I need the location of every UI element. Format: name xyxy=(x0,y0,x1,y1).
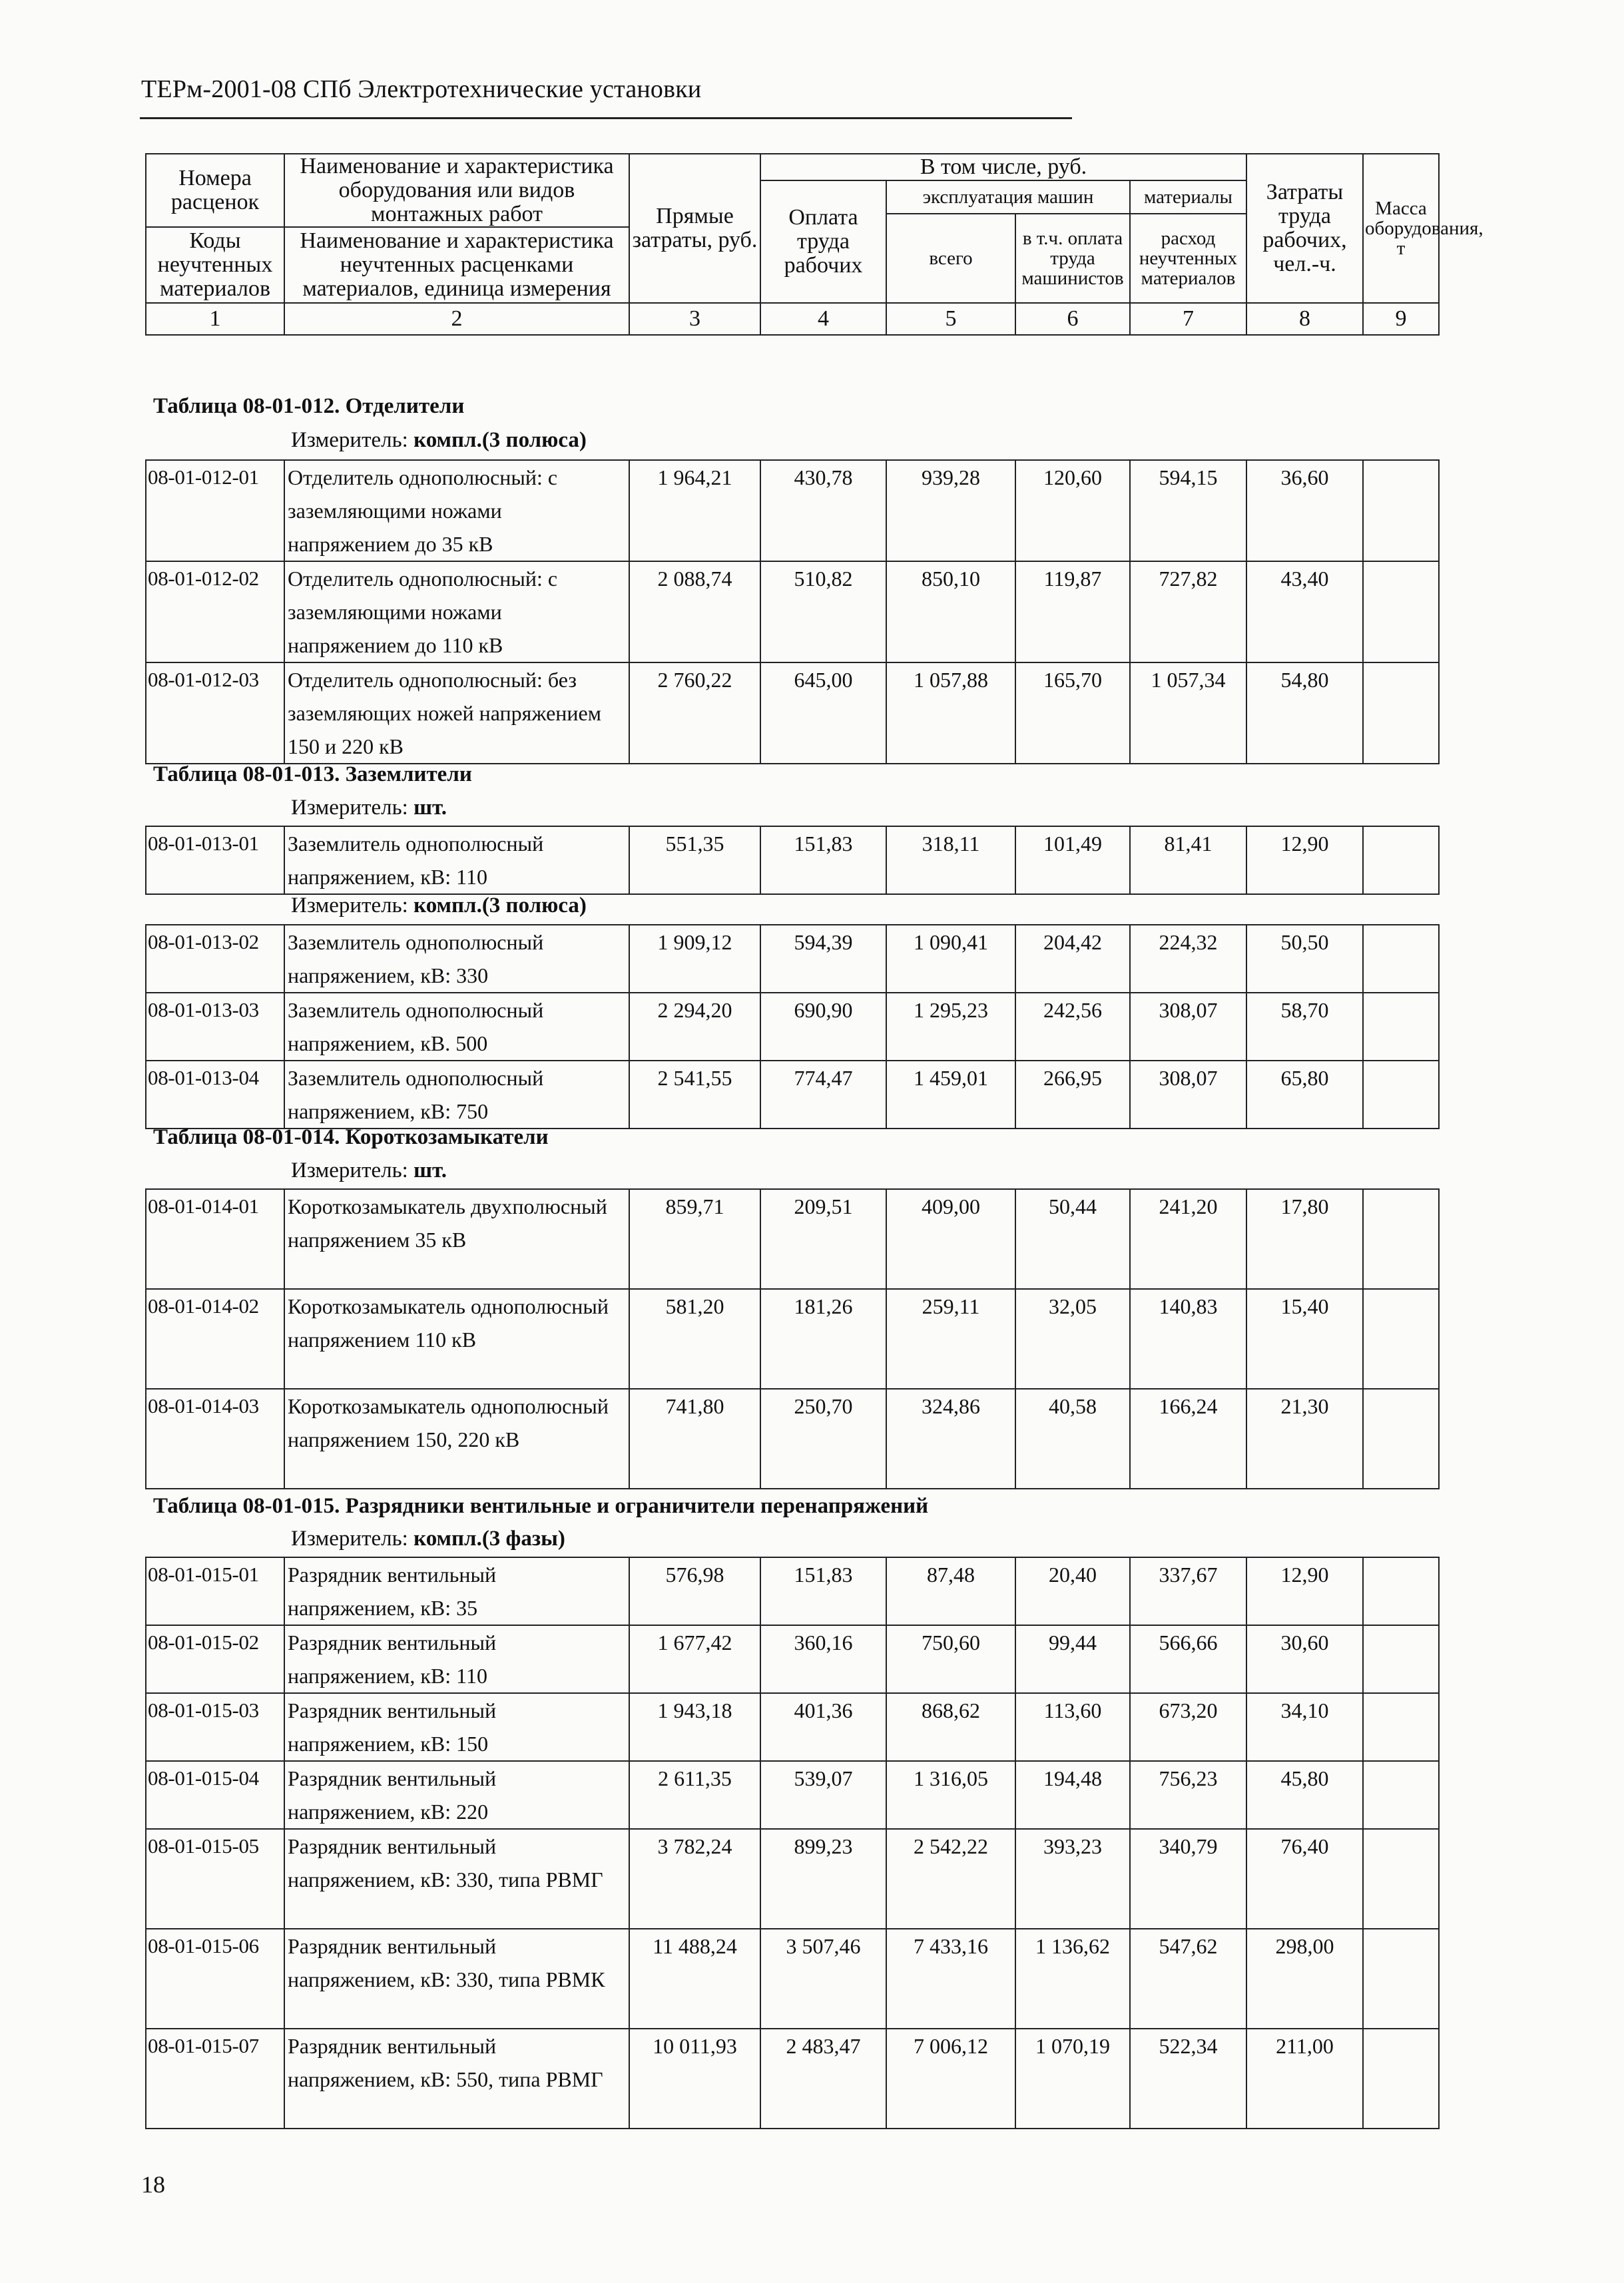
row-code: 08-01-013-02 xyxy=(146,925,284,993)
row-code: 08-01-014-02 xyxy=(146,1289,284,1389)
row-mass xyxy=(1363,2029,1439,2129)
column-header-table xyxy=(145,153,1484,336)
row-materials: 166,24 xyxy=(1130,1389,1246,1489)
row-name: Разрядник вентильный напряжением, кВ: 35 xyxy=(284,1557,629,1625)
table-row xyxy=(146,1389,1439,1489)
row-materials: 1 057,34 xyxy=(1130,662,1246,764)
row-labor-hours: 54,80 xyxy=(1246,662,1363,764)
row-labor-hours: 43,40 xyxy=(1246,561,1363,662)
row-name: Заземлитель однополюсный напряжением, кВ: 110 xyxy=(284,826,629,894)
row-labor-hours: 65,80 xyxy=(1246,1061,1363,1129)
row-mass xyxy=(1363,1693,1439,1761)
row-materials: 81,41 xyxy=(1130,826,1246,894)
row-name: Разрядник вентильный напряжением, кВ: 150 xyxy=(284,1693,629,1761)
row-machinist-pay: 119,87 xyxy=(1015,561,1130,662)
row-name: Разрядник вентильный напряжением, кВ: 550, типа РВМГ xyxy=(284,2029,629,2129)
row-mass xyxy=(1363,826,1439,894)
row-direct-cost: 3 782,24 xyxy=(629,1829,760,1929)
row-labor-hours: 298,00 xyxy=(1246,1929,1363,2029)
row-materials: 756,23 xyxy=(1130,1761,1246,1829)
row-name: Заземлитель однополюсный напряжением, кВ: 750 xyxy=(284,1061,629,1129)
row-mass xyxy=(1363,1625,1439,1693)
table-row xyxy=(146,1189,1439,1289)
col-number: 9 xyxy=(1363,303,1439,335)
row-machines-total: 318,11 xyxy=(886,826,1015,894)
row-machines-total: 1 090,41 xyxy=(886,925,1015,993)
row-materials: 308,07 xyxy=(1130,993,1246,1061)
section-title: Таблица 08-01-014. Короткозамыкатели xyxy=(153,1125,549,1149)
row-labor-hours: 211,00 xyxy=(1246,2029,1363,2129)
section-title: Таблица 08-01-012. Отделители xyxy=(153,394,465,418)
row-labor-hours: 21,30 xyxy=(1246,1389,1363,1489)
col-header-9: Масса оборудования, т xyxy=(1363,154,1439,303)
row-materials: 340,79 xyxy=(1130,1829,1246,1929)
row-machinist-pay: 40,58 xyxy=(1015,1389,1130,1489)
row-materials: 566,66 xyxy=(1130,1625,1246,1693)
row-machines-total: 7 433,16 xyxy=(886,1929,1015,2029)
price-table xyxy=(145,459,1440,764)
row-machines-total: 409,00 xyxy=(886,1189,1015,1289)
row-code: 08-01-012-03 xyxy=(146,662,284,764)
row-machines-total: 939,28 xyxy=(886,460,1015,561)
row-mass xyxy=(1363,1389,1439,1489)
col-header-3: Прямые затраты, руб. xyxy=(629,154,760,303)
row-mass xyxy=(1363,561,1439,662)
col-number: 6 xyxy=(1015,303,1130,335)
row-name: Разрядник вентильный напряжением, кВ: 330, типа РВМГ xyxy=(284,1829,629,1929)
col-header-materials: материалы xyxy=(1130,180,1246,214)
row-machinist-pay: 20,40 xyxy=(1015,1557,1130,1625)
section-title: Таблица 08-01-015. Разрядники вентильные и ограничители перенапряжений xyxy=(153,1494,929,1518)
section-title: Таблица 08-01-013. Заземлители xyxy=(153,762,472,786)
row-name: Заземлитель однополюсный напряжением, кВ. 500 xyxy=(284,993,629,1061)
row-machines-total: 1 295,23 xyxy=(886,993,1015,1061)
row-name: Короткозамыкатель двухполюсный напряжением 35 кВ xyxy=(284,1189,629,1289)
row-labor-hours: 30,60 xyxy=(1246,1625,1363,1693)
price-table xyxy=(145,1188,1440,1489)
row-code: 08-01-015-02 xyxy=(146,1625,284,1693)
price-table xyxy=(145,1557,1440,2129)
row-code: 08-01-013-01 xyxy=(146,826,284,894)
table-row xyxy=(146,2029,1439,2129)
row-direct-cost: 2 541,55 xyxy=(629,1061,760,1129)
row-mass xyxy=(1363,1829,1439,1929)
row-materials: 308,07 xyxy=(1130,1061,1246,1129)
header-divider xyxy=(140,117,1072,119)
col-header-machines: эксплуатация машин xyxy=(886,180,1130,214)
row-labor-pay: 360,16 xyxy=(760,1625,886,1693)
row-code: 08-01-015-05 xyxy=(146,1829,284,1929)
row-machines-total: 1 459,01 xyxy=(886,1061,1015,1129)
row-machines-total: 750,60 xyxy=(886,1625,1015,1693)
table-row xyxy=(146,1829,1439,1929)
row-labor-pay: 539,07 xyxy=(760,1761,886,1829)
row-mass xyxy=(1363,460,1439,561)
row-mass xyxy=(1363,662,1439,764)
row-machinist-pay: 1 070,19 xyxy=(1015,2029,1130,2129)
row-labor-pay: 690,90 xyxy=(760,993,886,1061)
row-machines-total: 259,11 xyxy=(886,1289,1015,1389)
table-row xyxy=(146,1061,1439,1129)
row-machinist-pay: 101,49 xyxy=(1015,826,1130,894)
row-direct-cost: 1 943,18 xyxy=(629,1693,760,1761)
row-direct-cost: 2 088,74 xyxy=(629,561,760,662)
table-row xyxy=(146,1289,1439,1389)
measure-unit: Измеритель: шт. xyxy=(291,796,447,820)
col-header-4: Оплата труда рабочих xyxy=(760,180,886,303)
row-machinist-pay: 194,48 xyxy=(1015,1761,1130,1829)
col-number: 7 xyxy=(1130,303,1246,335)
col-header-1-top: Номера расценок xyxy=(146,154,284,227)
page-number: 18 xyxy=(141,2171,165,2198)
row-direct-cost: 2 611,35 xyxy=(629,1761,760,1829)
row-name: Разрядник вентильный напряжением, кВ: 110 xyxy=(284,1625,629,1693)
row-name: Разрядник вентильный напряжением, кВ: 330, типа РВМК xyxy=(284,1929,629,2029)
row-materials: 241,20 xyxy=(1130,1189,1246,1289)
table-row xyxy=(146,826,1439,894)
col-header-5: всего xyxy=(886,214,1015,303)
row-mass xyxy=(1363,1289,1439,1389)
row-direct-cost: 581,20 xyxy=(629,1289,760,1389)
row-machines-total: 1 057,88 xyxy=(886,662,1015,764)
row-direct-cost: 859,71 xyxy=(629,1189,760,1289)
col-header-2-top: Наименование и характеристика оборудования или видов монтажных работ xyxy=(284,154,629,227)
row-code: 08-01-015-06 xyxy=(146,1929,284,2029)
table-row xyxy=(146,993,1439,1061)
row-materials: 547,62 xyxy=(1130,1929,1246,2029)
row-mass xyxy=(1363,1557,1439,1625)
row-direct-cost: 2 294,20 xyxy=(629,993,760,1061)
row-machines-total: 87,48 xyxy=(886,1557,1015,1625)
table-row xyxy=(146,1625,1439,1693)
row-code: 08-01-013-03 xyxy=(146,993,284,1061)
row-code: 08-01-012-02 xyxy=(146,561,284,662)
col-header-8: Затраты труда рабочих, чел.-ч. xyxy=(1246,154,1363,303)
row-machinist-pay: 120,60 xyxy=(1015,460,1130,561)
row-machinist-pay: 165,70 xyxy=(1015,662,1130,764)
row-machinist-pay: 1 136,62 xyxy=(1015,1929,1130,2029)
row-labor-hours: 58,70 xyxy=(1246,993,1363,1061)
row-labor-pay: 151,83 xyxy=(760,826,886,894)
row-labor-pay: 250,70 xyxy=(760,1389,886,1489)
row-code: 08-01-014-01 xyxy=(146,1189,284,1289)
row-materials: 522,34 xyxy=(1130,2029,1246,2129)
col-header-7: расход неучтенных материалов xyxy=(1130,214,1246,303)
row-name: Разрядник вентильный напряжением, кВ: 220 xyxy=(284,1761,629,1829)
row-materials: 594,15 xyxy=(1130,460,1246,561)
row-labor-pay: 151,83 xyxy=(760,1557,886,1625)
row-machinist-pay: 266,95 xyxy=(1015,1061,1130,1129)
row-mass xyxy=(1363,993,1439,1061)
row-machinist-pay: 393,23 xyxy=(1015,1829,1130,1929)
measure-unit: Измеритель: шт. xyxy=(291,1158,447,1182)
row-labor-pay: 510,82 xyxy=(760,561,886,662)
col-number: 1 xyxy=(146,303,284,335)
row-machinist-pay: 99,44 xyxy=(1015,1625,1130,1693)
col-number: 8 xyxy=(1246,303,1363,335)
row-mass xyxy=(1363,925,1439,993)
row-mass xyxy=(1363,1929,1439,2029)
row-mass xyxy=(1363,1061,1439,1129)
row-labor-hours: 76,40 xyxy=(1246,1829,1363,1929)
row-labor-hours: 45,80 xyxy=(1246,1761,1363,1829)
row-code: 08-01-014-03 xyxy=(146,1389,284,1489)
row-machines-total: 7 006,12 xyxy=(886,2029,1015,2129)
row-labor-hours: 50,50 xyxy=(1246,925,1363,993)
row-name: Короткозамыкатель однополюсный напряжением 110 кВ xyxy=(284,1289,629,1389)
row-labor-pay: 430,78 xyxy=(760,460,886,561)
row-machinist-pay: 32,05 xyxy=(1015,1289,1130,1389)
row-direct-cost: 1 909,12 xyxy=(629,925,760,993)
row-materials: 673,20 xyxy=(1130,1693,1246,1761)
col-header-group: В том числе, руб. xyxy=(760,154,1246,180)
row-name: Отделитель однополюсный: без заземляющих ножей напряжением 150 и 220 кВ xyxy=(284,662,629,764)
row-labor-hours: 15,40 xyxy=(1246,1289,1363,1389)
row-labor-pay: 774,47 xyxy=(760,1061,886,1129)
price-table xyxy=(145,826,1440,895)
table-row xyxy=(146,460,1439,561)
page-header-title: ТЕРм-2001-08 СПб Электротехнические установки xyxy=(141,75,702,103)
row-direct-cost: 551,35 xyxy=(629,826,760,894)
row-labor-hours: 34,10 xyxy=(1246,1693,1363,1761)
row-code: 08-01-015-04 xyxy=(146,1761,284,1829)
col-header-1-bottom: Коды неучтенных материалов xyxy=(146,227,284,303)
row-labor-pay: 3 507,46 xyxy=(760,1929,886,2029)
row-labor-pay: 899,23 xyxy=(760,1829,886,1929)
row-machines-total: 1 316,05 xyxy=(886,1761,1015,1829)
row-labor-pay: 645,00 xyxy=(760,662,886,764)
row-machines-total: 868,62 xyxy=(886,1693,1015,1761)
row-mass xyxy=(1363,1761,1439,1829)
col-number: 2 xyxy=(284,303,629,335)
row-direct-cost: 10 011,93 xyxy=(629,2029,760,2129)
row-machinist-pay: 113,60 xyxy=(1015,1693,1130,1761)
price-table xyxy=(145,924,1440,1129)
row-code: 08-01-015-03 xyxy=(146,1693,284,1761)
row-materials: 727,82 xyxy=(1130,561,1246,662)
row-name: Заземлитель однополюсный напряжением, кВ: 330 xyxy=(284,925,629,993)
col-number: 5 xyxy=(886,303,1015,335)
row-machinist-pay: 204,42 xyxy=(1015,925,1130,993)
row-machinist-pay: 242,56 xyxy=(1015,993,1130,1061)
row-mass xyxy=(1363,1189,1439,1289)
table-row xyxy=(146,1761,1439,1829)
row-materials: 140,83 xyxy=(1130,1289,1246,1389)
table-row xyxy=(146,1557,1439,1625)
row-code: 08-01-012-01 xyxy=(146,460,284,561)
row-labor-pay: 594,39 xyxy=(760,925,886,993)
row-machines-total: 2 542,22 xyxy=(886,1829,1015,1929)
col-number: 3 xyxy=(629,303,760,335)
row-code: 08-01-013-04 xyxy=(146,1061,284,1129)
row-machines-total: 850,10 xyxy=(886,561,1015,662)
row-direct-cost: 1 677,42 xyxy=(629,1625,760,1693)
row-materials: 224,32 xyxy=(1130,925,1246,993)
row-labor-pay: 401,36 xyxy=(760,1693,886,1761)
measure-unit: Измеритель: компл.(3 фазы) xyxy=(291,1527,565,1551)
col-header-6: в т.ч. оплата труда машинистов xyxy=(1015,214,1130,303)
row-direct-cost: 1 964,21 xyxy=(629,460,760,561)
row-labor-pay: 2 483,47 xyxy=(760,2029,886,2129)
measure-unit: Измеритель: компл.(3 полюса) xyxy=(291,428,587,452)
row-labor-pay: 209,51 xyxy=(760,1189,886,1289)
row-materials: 337,67 xyxy=(1130,1557,1246,1625)
row-machinist-pay: 50,44 xyxy=(1015,1189,1130,1289)
row-code: 08-01-015-01 xyxy=(146,1557,284,1625)
row-code: 08-01-015-07 xyxy=(146,2029,284,2129)
row-labor-hours: 12,90 xyxy=(1246,826,1363,894)
table-row xyxy=(146,662,1439,764)
row-name: Отделитель однополюсный: с заземляющими ножами напряжением до 35 кВ xyxy=(284,460,629,561)
row-labor-hours: 12,90 xyxy=(1246,1557,1363,1625)
row-labor-hours: 17,80 xyxy=(1246,1189,1363,1289)
table-row xyxy=(146,1693,1439,1761)
table-row xyxy=(146,561,1439,662)
col-number: 4 xyxy=(760,303,886,335)
row-direct-cost: 741,80 xyxy=(629,1389,760,1489)
row-direct-cost: 2 760,22 xyxy=(629,662,760,764)
row-machines-total: 324,86 xyxy=(886,1389,1015,1489)
table-row xyxy=(146,1929,1439,2029)
col-header-2-bottom: Наименование и характеристика неучтенных расценками материалов, единица измерения xyxy=(284,227,629,303)
table-row xyxy=(146,925,1439,993)
row-direct-cost: 11 488,24 xyxy=(629,1929,760,2029)
row-labor-pay: 181,26 xyxy=(760,1289,886,1389)
row-labor-hours: 36,60 xyxy=(1246,460,1363,561)
measure-unit: Измеритель: компл.(3 полюса) xyxy=(291,893,587,917)
row-direct-cost: 576,98 xyxy=(629,1557,760,1625)
row-name: Отделитель однополюсный: с заземляющими ножами напряжением до 110 кВ xyxy=(284,561,629,662)
row-name: Короткозамыкатель однополюсный напряжением 150, 220 кВ xyxy=(284,1389,629,1489)
